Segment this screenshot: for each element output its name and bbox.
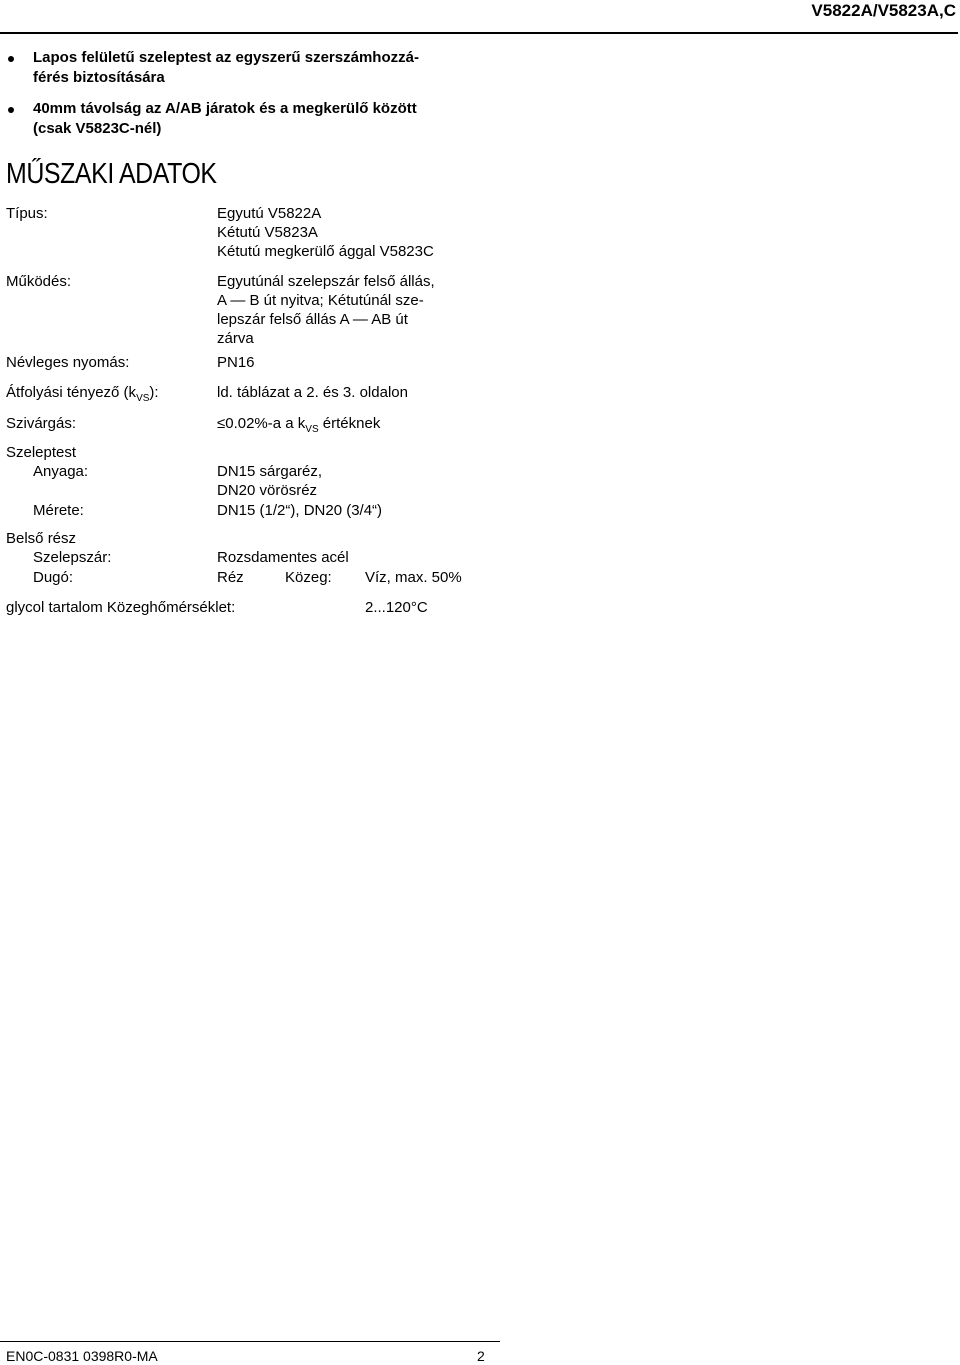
dugo-value: Réz: [217, 569, 244, 586]
kozeg-value: Víz, max. 50%: [365, 569, 462, 586]
section-title: MŰSZAKI ADATOK: [6, 158, 217, 190]
szeleptest-label: Szeleptest: [6, 444, 77, 461]
tipus-value-1: Egyutú V5822A: [217, 205, 322, 222]
atfolyas-label-subscript: VS: [136, 393, 150, 404]
mukodes-label: Működés:: [6, 273, 72, 290]
tipus-label: Típus:: [6, 205, 48, 222]
nyomas-label: Névleges nyomás:: [6, 354, 130, 371]
atfolyas-label-text: Átfolyási tényező (k: [6, 384, 137, 401]
bullet-2-line-2: (csak V5823C-nél): [33, 120, 162, 137]
mukodes-value-4: zárva: [217, 330, 254, 347]
szivargas-value-suffix: értéknek: [318, 415, 381, 432]
homerseklet-value: 2...120°C: [365, 599, 428, 616]
anyaga-value-2: DN20 vörösréz: [217, 482, 318, 499]
anyaga-value-1: DN15 sárgaréz,: [217, 463, 323, 480]
glycol-text: glycol tartalom Közeghőmérséklet:: [6, 599, 236, 616]
szivargas-label: Szivárgás:: [6, 415, 77, 432]
bullet-1-line-2: férés biztosítására: [33, 69, 165, 86]
atfolyas-label-close: ):: [149, 384, 159, 401]
szelepszar-value: Rozsdamentes acél: [217, 549, 349, 566]
bullet-2-line-1: 40mm távolság az A/AB járatok és a megkerülő között: [33, 100, 417, 117]
bullet-dot: [8, 107, 14, 113]
tipus-value-3: Kétutú megkerülő ággal V5823C: [217, 243, 434, 260]
kozeg-label: Közeg:: [285, 569, 332, 586]
nyomas-value: PN16: [217, 354, 255, 371]
footer-rule: [0, 1341, 500, 1342]
merete-value: DN15 (1/2“), DN20 (3/4“): [217, 502, 383, 519]
mukodes-value-1: Egyutúnál szelepszár felső állás,: [217, 273, 435, 290]
szivargas-value: [217, 414, 380, 436]
szelepszar-label: Szelepszár:: [33, 549, 112, 566]
dugo-label: Dugó:: [33, 569, 74, 586]
page-number: 2: [477, 1348, 485, 1364]
header-rule: [0, 32, 958, 34]
less-equal-icon: ≤: [217, 415, 226, 432]
mukodes-value-2: A — B út nyitva; Kétutúnál sze-: [217, 292, 424, 309]
document-code: V5822A/V5823A,C: [811, 1, 956, 20]
bullet-1-line-1: Lapos felületű szeleptest az egyszerű szerszámhozzá-: [33, 49, 419, 66]
anyaga-label: Anyaga:: [33, 463, 89, 480]
merete-label: Mérete:: [33, 502, 84, 519]
szivargas-value-subscript: VS: [305, 424, 319, 435]
mukodes-value-3: lepszár felső állás A — AB út: [217, 311, 408, 328]
bullet-dot: [8, 56, 14, 62]
belso-resz-label: Belső rész: [6, 530, 77, 547]
tipus-value-2: Kétutú V5823A: [217, 224, 318, 241]
atfolyas-label: [6, 383, 159, 405]
szivargas-value-text: 0.02%-a a k: [225, 415, 306, 432]
atfolyas-value: ld. táblázat a 2. és 3. oldalon: [217, 384, 408, 401]
footer-doc-code: EN0C-0831 0398R0-MA: [6, 1348, 158, 1364]
